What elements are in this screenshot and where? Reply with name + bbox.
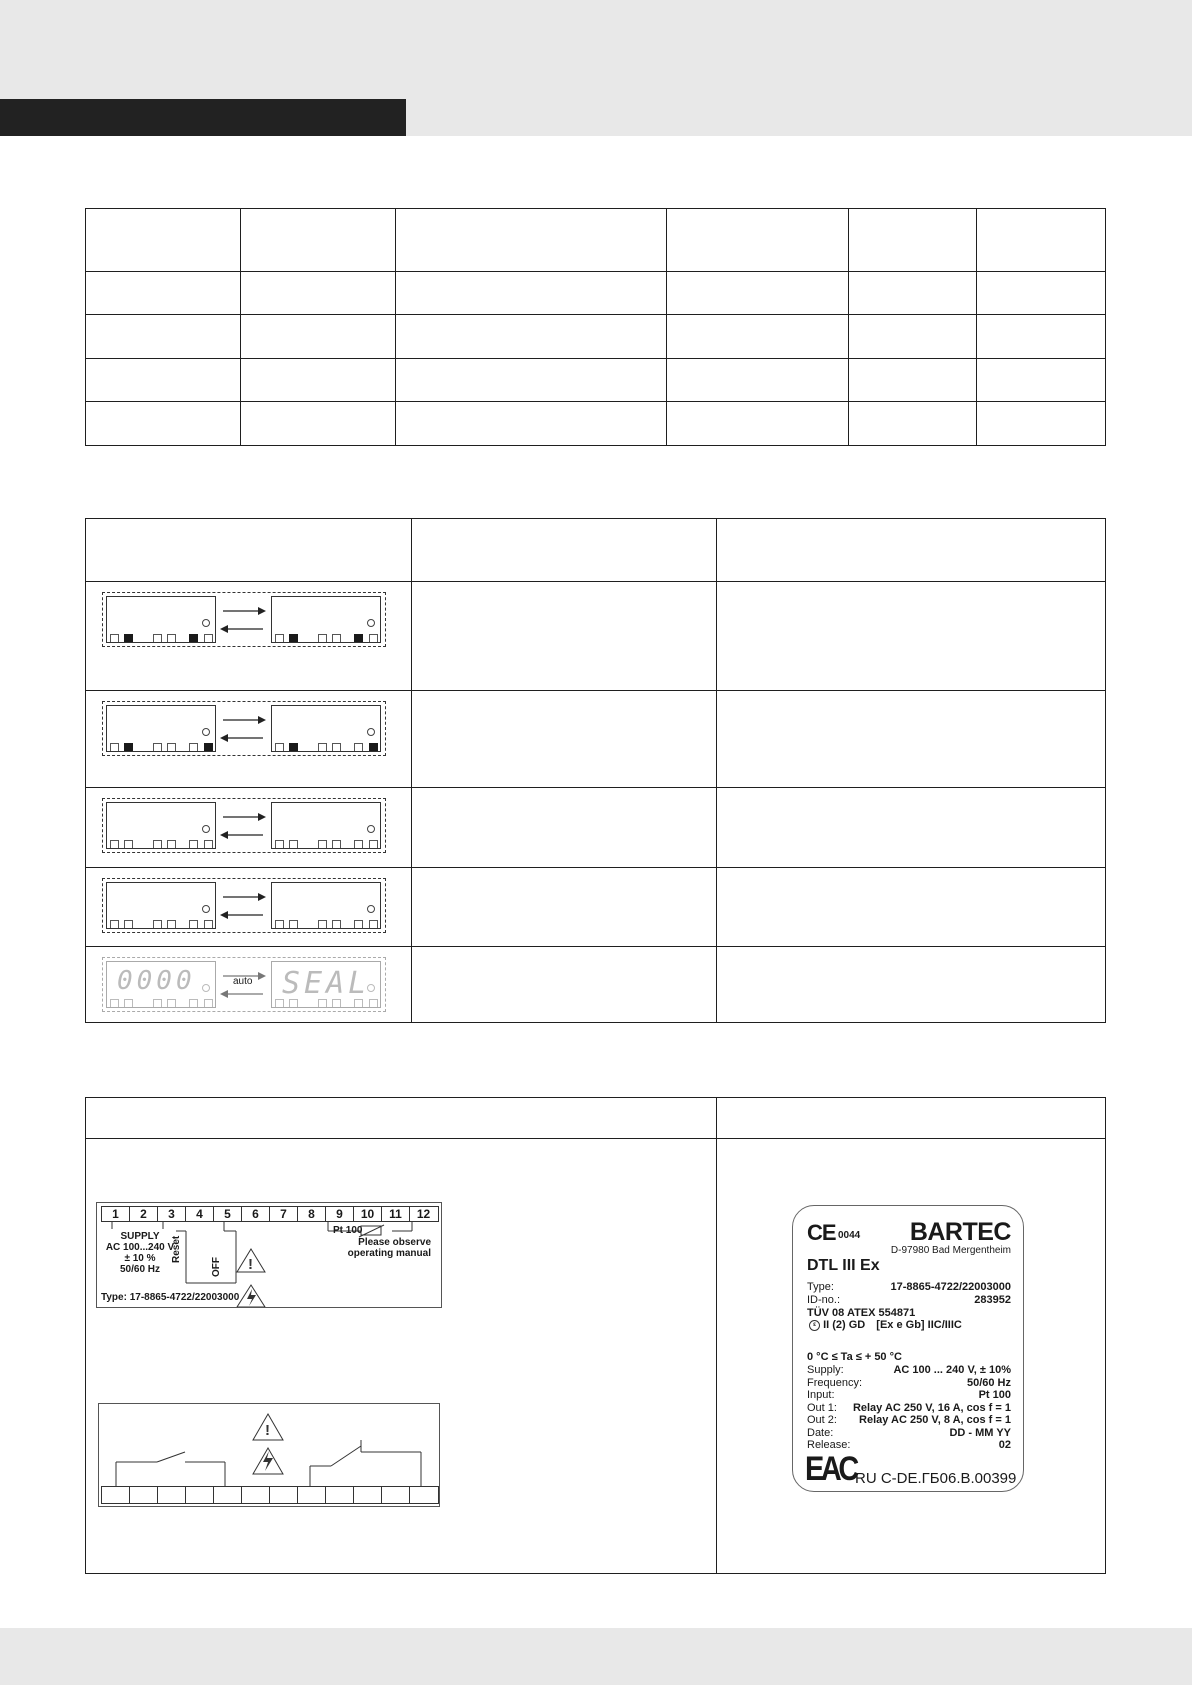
table-row <box>86 359 1106 402</box>
display-key <box>167 634 176 642</box>
ex-protection: [Ex e Gb] IIC/IIIC <box>876 1319 962 1331</box>
display-key <box>369 999 378 1007</box>
ex-marking-row <box>809 1319 962 1331</box>
display-key <box>369 840 378 848</box>
display-readout: 0000 <box>117 966 196 996</box>
transition-arrows <box>218 599 268 639</box>
relay-terminal <box>158 1487 186 1503</box>
address: D-97980 Bad Mergentheim <box>890 1245 1011 1256</box>
display-key <box>124 920 133 928</box>
status-led <box>367 905 375 913</box>
spec-label: Out 2: <box>807 1414 837 1426</box>
supply-line: AC 100...240 V <box>105 1242 175 1253</box>
display-key <box>167 999 176 1007</box>
display-key <box>289 743 298 751</box>
spec-value: 02 <box>998 1439 1011 1451</box>
relay-terminal-strip <box>101 1486 439 1504</box>
status-led <box>367 825 375 833</box>
display-key <box>204 999 213 1007</box>
display-key <box>275 634 284 642</box>
relay-terminal <box>186 1487 214 1503</box>
display-key <box>354 840 363 848</box>
supply-label <box>105 1231 175 1275</box>
display-key <box>332 634 341 642</box>
product-name: DTL III Ex <box>807 1257 880 1274</box>
spec-value: Relay AC 250 V, 16 A, cos f = 1 <box>852 1401 1011 1414</box>
spec-label: Out 1: <box>807 1401 837 1414</box>
auto-label: auto <box>233 976 253 987</box>
display-key <box>167 920 176 928</box>
display-key <box>153 999 162 1007</box>
display-key <box>332 840 341 848</box>
terminal-number: 5 <box>214 1207 242 1221</box>
relay-terminal <box>298 1487 326 1503</box>
nameplate <box>792 1205 1024 1492</box>
terminal-number: 11 <box>382 1207 410 1221</box>
type-value: 17-8865-4722/22003000 <box>890 1281 1011 1293</box>
relay-terminal <box>410 1487 437 1503</box>
spec-label: Release: <box>807 1439 851 1451</box>
display-key <box>289 920 298 928</box>
display-key <box>167 743 176 751</box>
spec-label: Supply: <box>807 1364 844 1376</box>
id-value: 283952 <box>974 1294 1011 1306</box>
spec-value: AC 100 ... 240 V, ± 10% <box>893 1364 1011 1376</box>
display-key <box>369 634 378 642</box>
display-key <box>204 634 213 642</box>
display-readout: SEAL <box>282 966 371 1001</box>
display-key <box>110 743 119 751</box>
relay-terminal <box>242 1487 270 1503</box>
id-label: ID-no.: <box>807 1294 841 1306</box>
display-key <box>332 743 341 751</box>
relay-terminal <box>102 1487 130 1503</box>
svg-text:!: ! <box>248 1256 253 1273</box>
terminal-number: 2 <box>130 1207 158 1221</box>
display-panel <box>106 596 216 643</box>
eac-logo: EAC <box>805 1450 856 1488</box>
display-key <box>354 634 363 642</box>
display-key <box>289 840 298 848</box>
certificate: TÜV 08 ATEX 554871 <box>807 1307 916 1319</box>
display-key <box>189 840 198 848</box>
ambient-temperature: 0 °C ≤ Ta ≤ + 50 °C <box>807 1351 902 1363</box>
relay-terminal <box>326 1487 354 1503</box>
manual-note-line: Please observe <box>358 1237 431 1248</box>
footer-band <box>0 1628 1192 1685</box>
terminal-number: 8 <box>298 1207 326 1221</box>
status-led <box>367 728 375 736</box>
display-key <box>318 634 327 642</box>
display-panel <box>271 705 381 752</box>
display-key <box>110 634 119 642</box>
transition-arrows <box>218 885 268 925</box>
table-header-row <box>86 519 1106 582</box>
display-key <box>189 920 198 928</box>
display-key <box>124 999 133 1007</box>
display-key <box>153 920 162 928</box>
display-key <box>204 840 213 848</box>
spec-label: Frequency: <box>807 1376 863 1389</box>
supply-line: ± 10 % <box>124 1253 156 1264</box>
terminal-number: 4 <box>186 1207 214 1221</box>
display-panel <box>271 596 381 643</box>
display-key <box>354 743 363 751</box>
display-key <box>124 840 133 848</box>
display-panel <box>106 705 216 752</box>
display-key <box>332 920 341 928</box>
off-label: OFF <box>211 1257 222 1277</box>
display-key <box>167 840 176 848</box>
spec-label: Date: <box>807 1426 834 1439</box>
display-key <box>189 999 198 1007</box>
spec-value: Relay AC 250 V, 8 A, cos f = 1 <box>859 1414 1011 1426</box>
ce-mark: CE <box>807 1220 836 1245</box>
display-panel <box>271 961 381 1008</box>
display-key <box>318 743 327 751</box>
transition-arrows <box>218 708 268 748</box>
display-key <box>110 999 119 1007</box>
type-label: Type: <box>807 1281 834 1293</box>
manual-note <box>348 1237 431 1259</box>
display-key <box>153 840 162 848</box>
terminal-number: 1 <box>102 1207 130 1221</box>
transition-arrows <box>218 805 268 845</box>
manual-note-line: operating manual <box>347 1248 431 1259</box>
display-key <box>275 743 284 751</box>
display-key <box>153 634 162 642</box>
ex-icon: ε <box>809 1320 820 1331</box>
display-key <box>110 920 119 928</box>
display-key <box>369 743 378 751</box>
display-panel <box>271 882 381 929</box>
display-key <box>204 743 213 751</box>
display-panel <box>106 961 216 1008</box>
status-led <box>367 619 375 627</box>
terminal-number: 9 <box>326 1207 354 1221</box>
display-key <box>354 920 363 928</box>
spec-value: 50/60 Hz <box>966 1376 1011 1389</box>
relay-diagram <box>98 1403 440 1507</box>
display-key <box>153 743 162 751</box>
relay-terminal <box>214 1487 242 1503</box>
terminal-diagram <box>96 1202 442 1308</box>
display-key <box>275 840 284 848</box>
display-key <box>189 743 198 751</box>
display-key <box>289 634 298 642</box>
header-tab <box>0 99 406 136</box>
eac-certificate: RU C-DE.ГБ06.В.00399 <box>855 1470 1017 1487</box>
table-row <box>86 315 1106 359</box>
status-led <box>202 728 210 736</box>
table-row <box>86 402 1106 446</box>
terminal-number: 12 <box>416 1207 431 1221</box>
display-panel <box>271 802 381 849</box>
table-header-row <box>86 209 1106 272</box>
relay-terminal <box>130 1487 158 1503</box>
table-empty-grid <box>85 208 1106 446</box>
reset-label: Reset <box>171 1235 182 1263</box>
display-key <box>275 920 284 928</box>
terminal-number: 7 <box>270 1207 298 1221</box>
spec-value: DD - MM YY <box>949 1426 1011 1439</box>
table-row <box>86 272 1106 315</box>
display-key <box>110 840 119 848</box>
table-header-row <box>86 1098 1106 1139</box>
svg-text:!: ! <box>265 1422 270 1439</box>
spec-value: Pt 100 <box>978 1389 1011 1401</box>
spec-label: Input: <box>807 1389 835 1401</box>
ex-marking: II (2) GD <box>823 1319 866 1331</box>
relay-terminal <box>382 1487 410 1503</box>
relay-terminal <box>270 1487 298 1503</box>
display-key <box>124 634 133 642</box>
display-key <box>189 634 198 642</box>
status-led <box>202 619 210 627</box>
display-panel <box>106 882 216 929</box>
display-key <box>204 920 213 928</box>
status-led <box>202 905 210 913</box>
sensor-label: Pt 100 <box>333 1225 363 1236</box>
notified-body: 0044 <box>838 1230 861 1241</box>
display-key <box>124 743 133 751</box>
display-key <box>318 840 327 848</box>
brand-logo: BARTEC <box>909 1218 1011 1246</box>
terminal-number: 10 <box>354 1207 382 1221</box>
type-line: Type: 17-8865-4722/22003000 <box>101 1292 240 1303</box>
relay-terminal <box>354 1487 382 1503</box>
terminal-number: 3 <box>158 1207 186 1221</box>
status-led <box>202 825 210 833</box>
terminal-number: 6 <box>242 1207 270 1221</box>
display-panel <box>106 802 216 849</box>
supply-line: 50/60 Hz <box>119 1264 161 1275</box>
display-key <box>369 920 378 928</box>
display-key <box>318 920 327 928</box>
supply-line: SUPPLY <box>120 1231 160 1242</box>
status-led <box>202 984 210 992</box>
